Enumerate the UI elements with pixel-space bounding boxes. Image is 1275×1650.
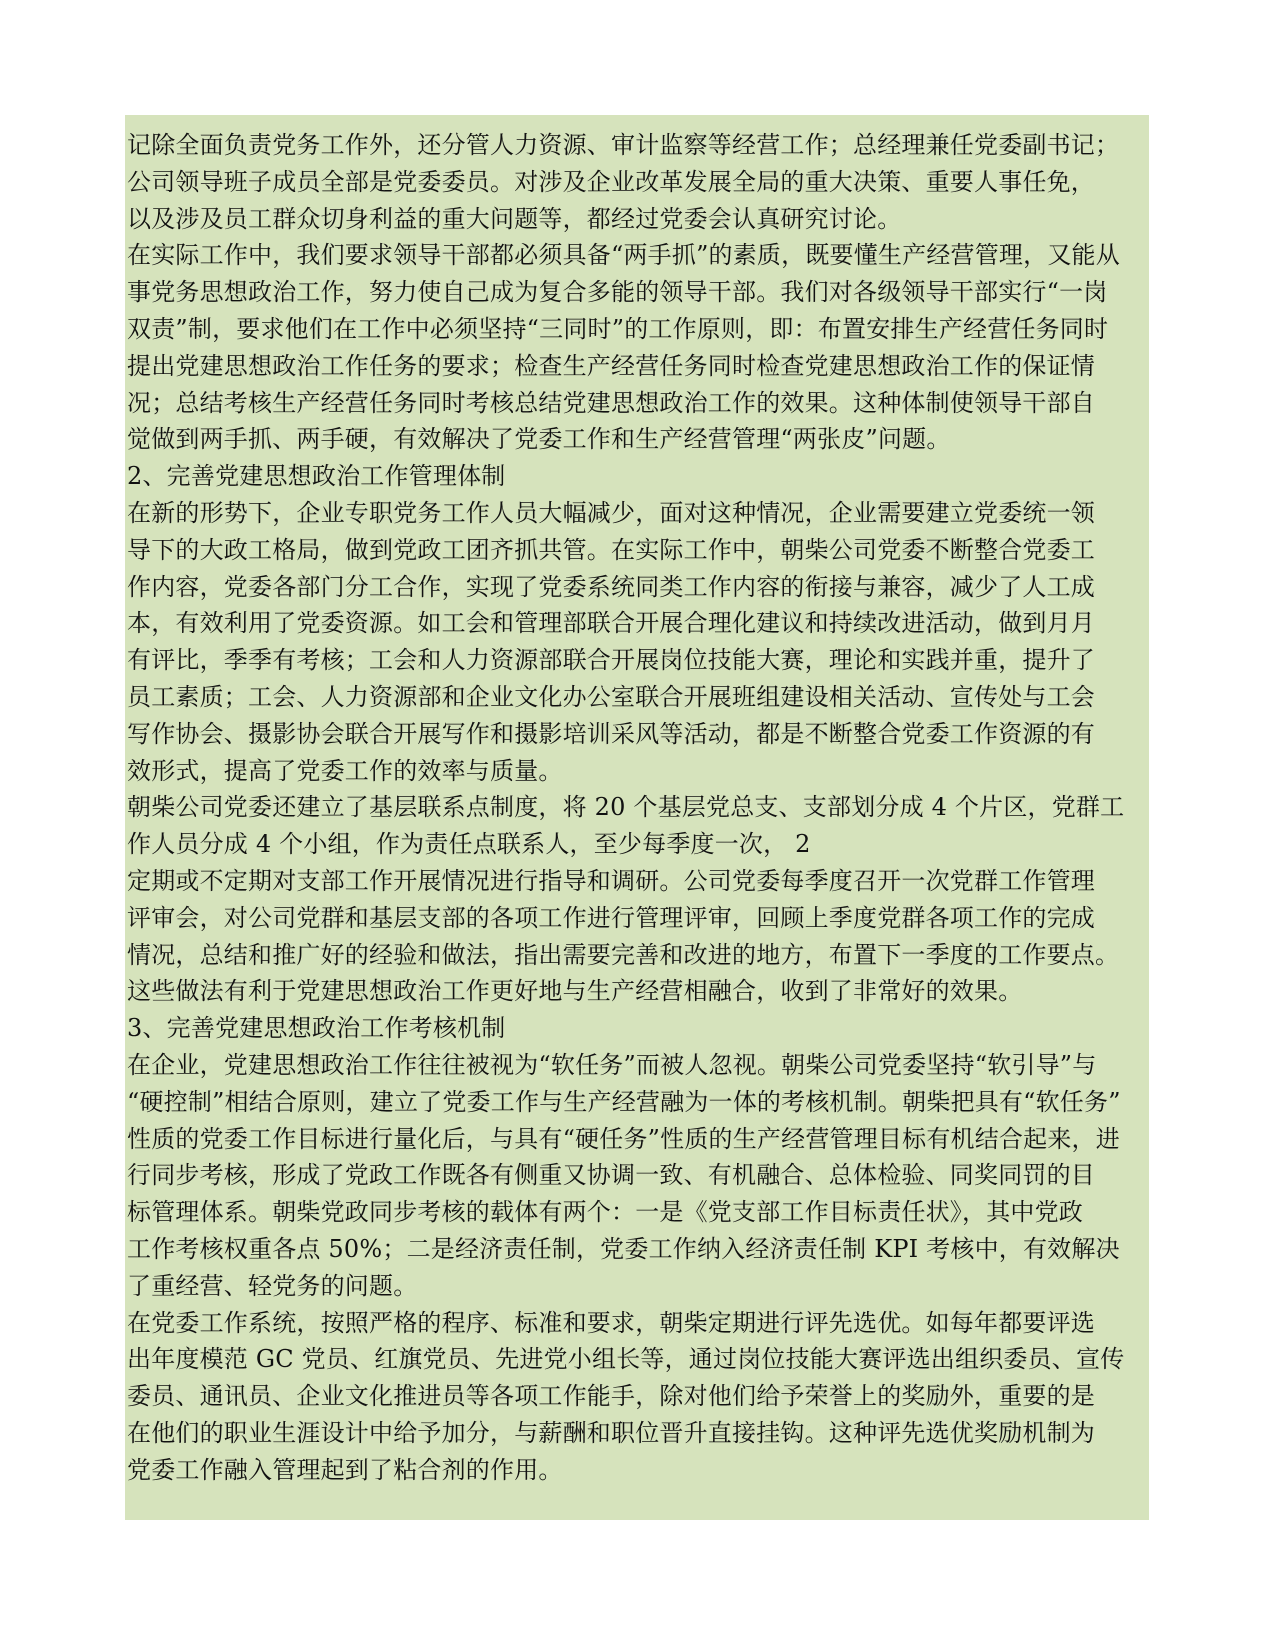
text-line: 况；总结考核生产经营任务同时考核总结党建思想政治工作的效果。这种体制使领导干部自: [127, 388, 1095, 417]
text-line: 在企业，党建思想政治工作往往被视为“软任务”而被人忽视。朝柴公司党委坚持“软引导”与: [127, 1050, 1097, 1079]
text-line: 本，有效利用了党委资源。如工会和管理部联合开展合理化建议和持续改进活动，做到月月: [127, 609, 1095, 638]
text-line: 事党务思想政治工作，努力使自己成为复合多能的领导干部。我们对各级领导干部实行“一岗: [127, 278, 1108, 307]
text-line: 员工素质；工会、人力资源部和企业文化办公室联合开展班组建设相关活动、宣传处与工会: [127, 682, 1095, 711]
text-line: 双责”制，要求他们在工作中必须坚持“三同时”的工作原则，即：布置安排生产经营任务同时: [127, 314, 1109, 343]
text-line: 情况，总结和推广好的经验和做法，指出需要完善和改进的地方，布置下一季度的工作要点。: [127, 940, 1120, 969]
text-line: 记除全面负责党务工作外，还分管人力资源、审计监察等经营工作；总经理兼任党委副书记；: [127, 131, 1120, 159]
text-line: 效形式，提高了党委工作的效率与质量。: [127, 756, 563, 785]
text-line: 这些做法有利于党建思想政治工作更好地与生产经营相融合，收到了非常好的效果。: [127, 977, 1023, 1006]
text-line: 作内容，党委各部门分工合作，实现了党委系统同类工作内容的衔接与兼容，减少了人工成: [127, 572, 1095, 601]
text-line: 行同步考核，形成了党政工作既各有侧重又协调一致、有机融合、总体检验、同奖同罚的目: [127, 1161, 1095, 1190]
text-line: 了重经营、轻党务的问题。: [127, 1271, 418, 1300]
text-line: 出年度模范 GC 党员、红旗党员、先进党小组长等，通过岗位技能大赛评选出组织委员、宣传: [127, 1345, 1125, 1374]
text-line: 标管理体系。朝柴党政同步考核的载体有两个：一是《党支部工作目标责任状》，其中党政: [127, 1198, 1083, 1227]
text-line: 在党委工作系统，按照严格的程序、标准和要求，朝柴定期进行评先选优。如每年都要评选: [127, 1308, 1095, 1337]
text-line: 作人员分成 4 个小组，作为责任点联系人，至少每季度一次， 2: [127, 830, 811, 859]
text-line: 定期或不定期对支部工作开展情况进行指导和调研。公司党委每季度召开一次党群工作管理: [127, 866, 1095, 895]
text-line: 3、完善党建思想政治工作考核机制: [127, 1014, 506, 1043]
text-line: 委员、通讯员、企业文化推进员等各项工作能手，除对他们给予荣誉上的奖励外，重要的是: [127, 1382, 1095, 1411]
text-line: 党委工作融入管理起到了粘合剂的作用。: [127, 1455, 563, 1484]
text-line: 在实际工作中，我们要求领导干部都必须具备“两手抓”的素质，既要懂生产经营管理，又能从: [127, 241, 1120, 270]
text-line: 觉做到两手抓、两手硬，有效解决了党委工作和生产经营管理“两张皮”问题。: [127, 425, 951, 454]
text-line: 评审会，对公司党群和基层支部的各项工作进行管理评审，回顾上季度党群各项工作的完成: [127, 903, 1095, 932]
text-line: 公司领导班子成员全部是党委委员。对涉及企业改革发展全局的重大决策、重要人事任免，: [127, 167, 1095, 196]
text-line: 提出党建思想政治工作任务的要求；检查生产经营任务同时检查党建思想政治工作的保证情: [127, 351, 1095, 380]
text-line: 在新的形势下，企业专职党务工作人员大幅减少，面对这种情况，企业需要建立党委统一领: [127, 498, 1095, 527]
text-line: 2、完善党建思想政治工作管理体制: [127, 462, 506, 491]
text-line: 写作协会、摄影协会联合开展写作和摄影培训采风等活动，都是不断整合党委工作资源的有: [127, 719, 1095, 748]
text-line: 有评比，季季有考核；工会和人力资源部联合开展岗位技能大赛，理论和实践并重，提升了: [127, 646, 1095, 675]
text-line: 导下的大政工格局，做到党政工团齐抓共管。在实际工作中，朝柴公司党委不断整合党委工: [127, 535, 1095, 564]
text-line: 工作考核权重各点 50%；二是经济责任制，党委工作纳入经济责任制 KPI 考核中，有效解决: [127, 1234, 1120, 1263]
text-line: 以及涉及员工群众切身利益的重大问题等，都经过党委会认真研究讨论。: [127, 204, 902, 233]
highlighted-text-block: [125, 115, 1149, 1520]
text-line: 朝柴公司党委还建立了基层联系点制度，将 20 个基层党总支、支部划分成 4 个片区，党群工: [127, 793, 1125, 822]
text-line: 性质的党委工作目标进行量化后，与具有“硬任务”性质的生产经营管理目标有机结合起来，进: [127, 1124, 1120, 1153]
text-line: “硬控制”相结合原则，建立了党委工作与生产经营融为一体的考核机制。朝柴把具有“软任务”: [127, 1087, 1121, 1116]
text-line: 在他们的职业生涯设计中给予加分，与薪酬和职位晋升直接挂钩。这种评先选优奖励机制为: [127, 1418, 1095, 1447]
